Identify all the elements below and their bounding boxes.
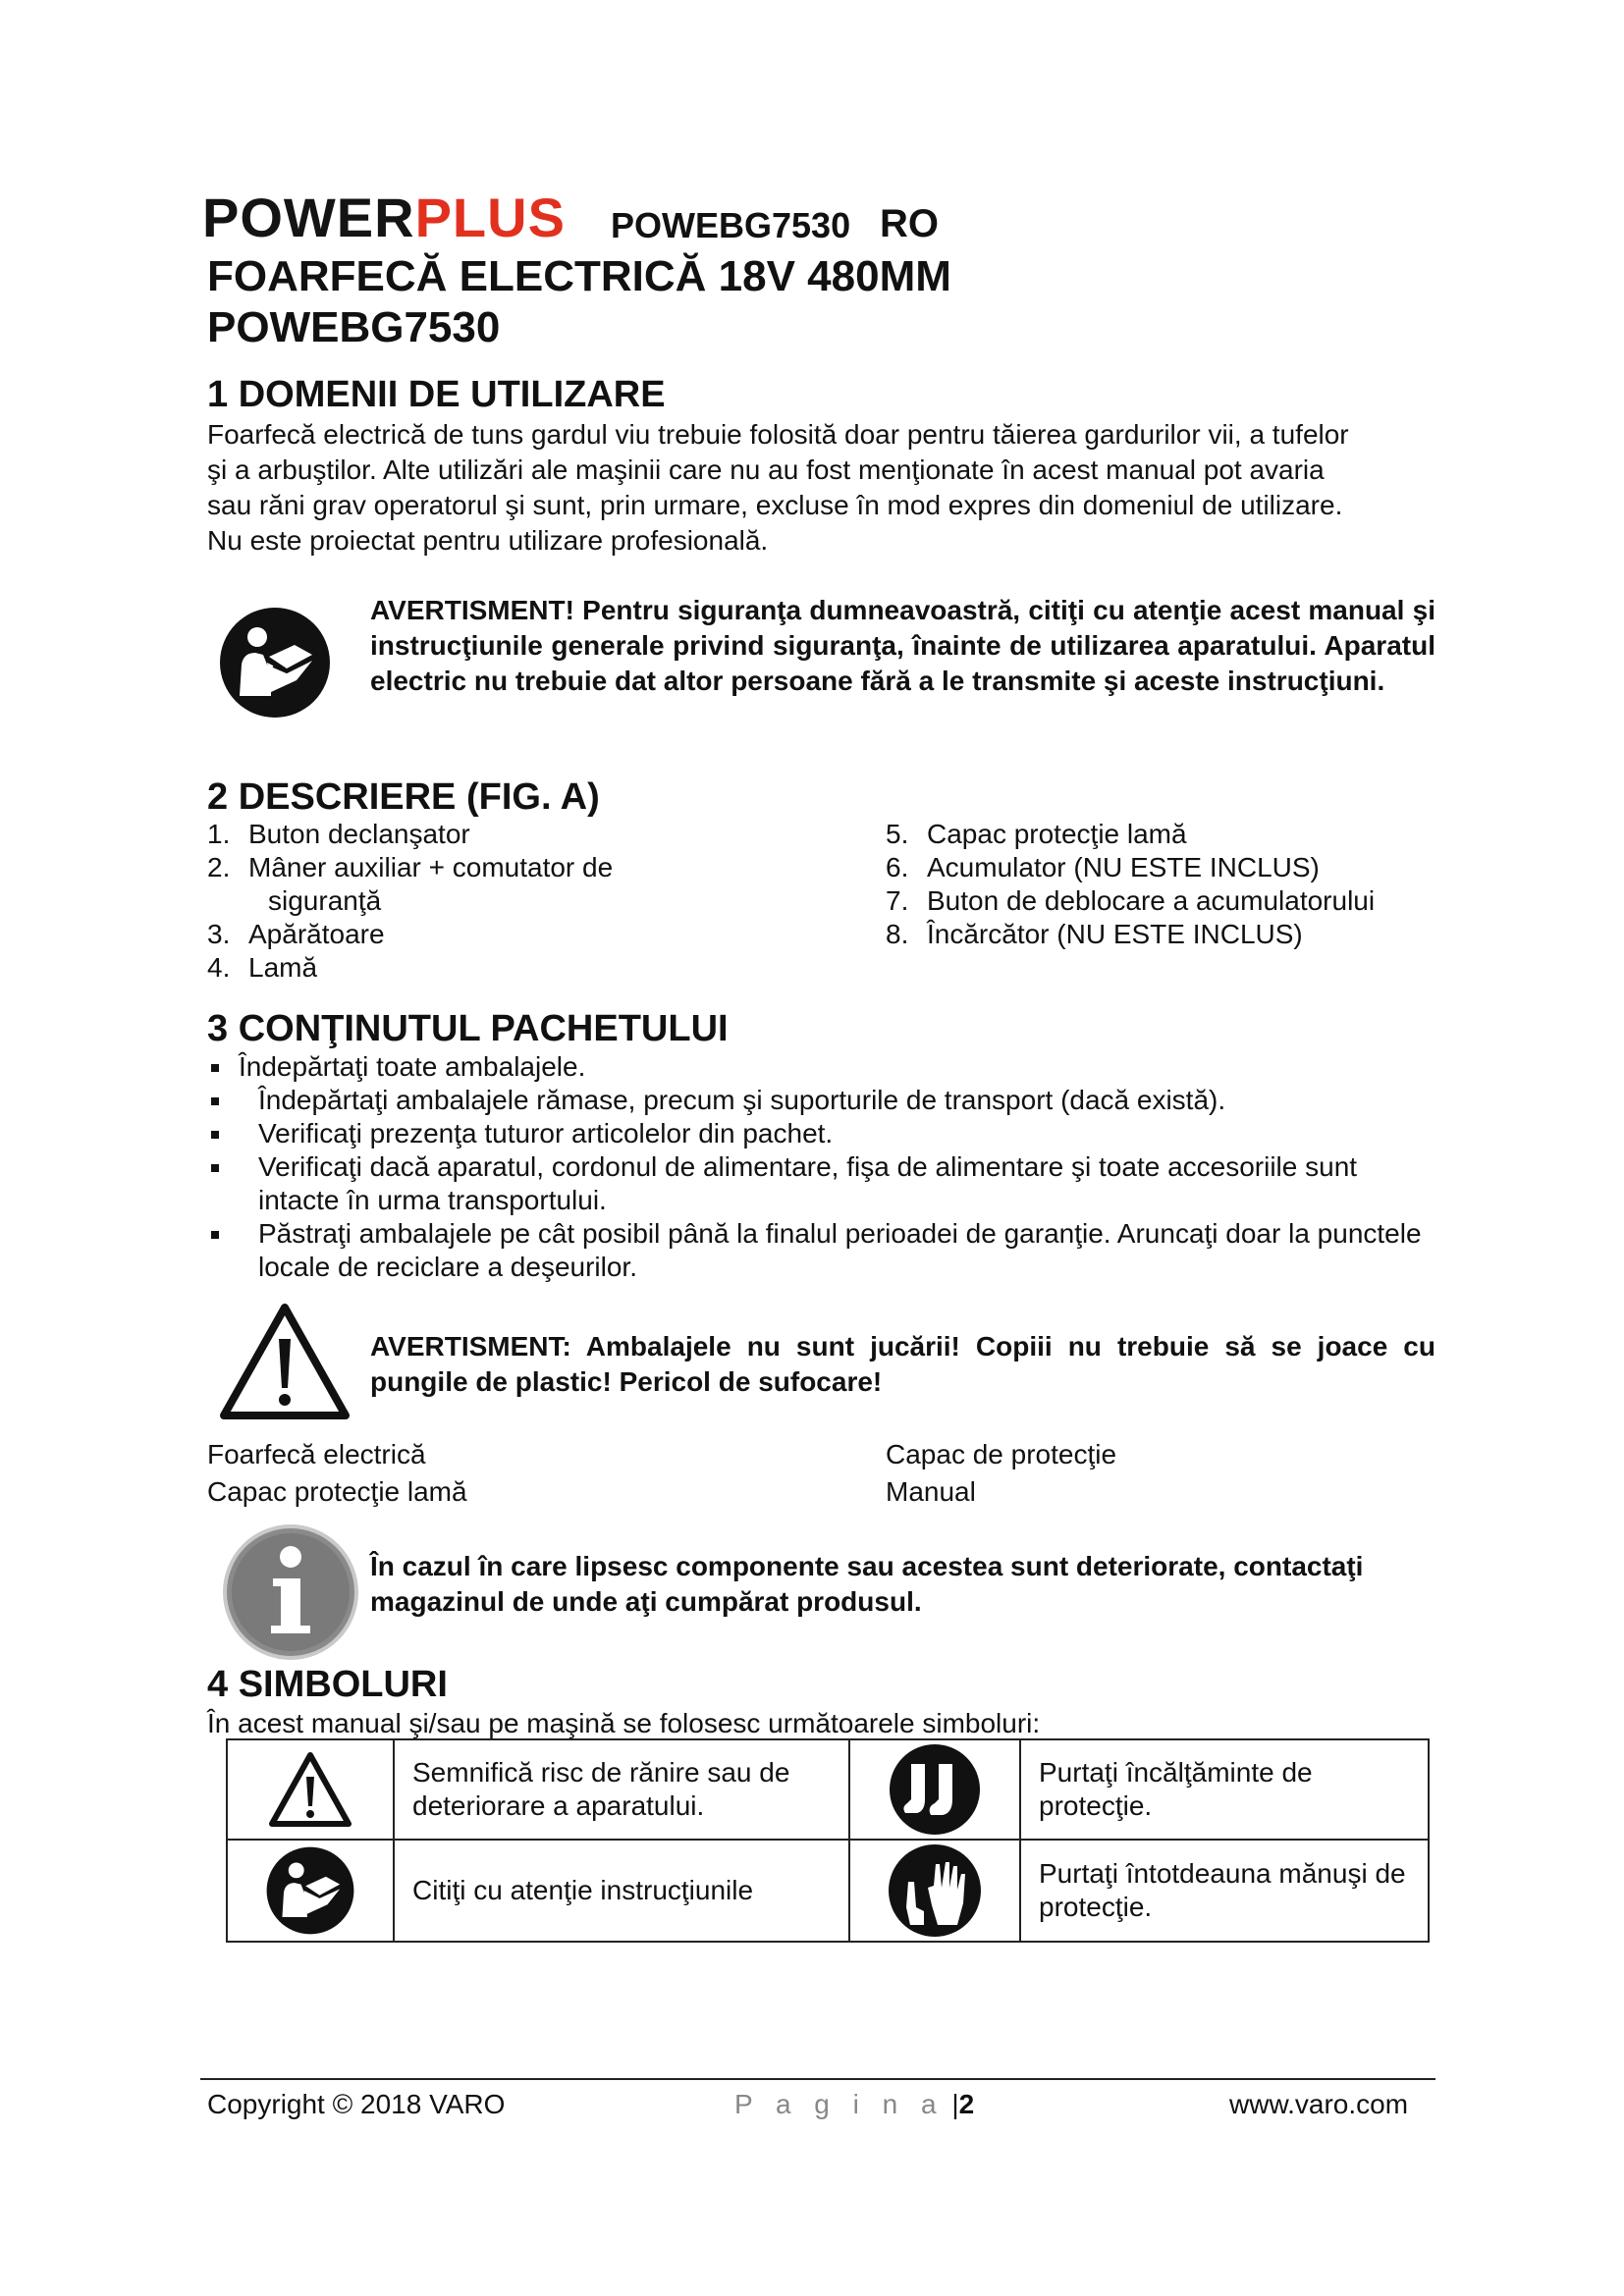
table-cell [850,1841,1019,1941]
usage-line: şi a arbuştilor. Alte utilizări ale maşinii care nu au fost menţionate în acest manual pot avaria [207,454,1325,485]
part-number: 5. [886,819,909,849]
usage-line: Nu este proiectat pentru utilizare profesională. [207,525,769,556]
language-code: RO [880,202,939,245]
table-cell [228,1841,393,1941]
model-number: POWEBG7530 [611,205,851,245]
list-item: Verificaţi dacă aparatul, cordonul de alimentare, fişa de alimentare şi toate accesoriile sunt intacte în urma transportului. [207,1150,1439,1217]
list-item: Capac protecţie lamă [207,1476,467,1507]
list-item [207,851,678,884]
footer-divider [200,2078,1435,2080]
info-text: În cazul în care lipsesc componente sau acestea sunt deteriorate, contactaţi magazinul de unde aţi cumpărat produsul. [370,1551,1364,1617]
list-item [207,818,678,851]
read-manual-icon [265,1845,355,1936]
info-icon [222,1523,359,1661]
list-item [886,818,1435,851]
brand-logo [202,187,566,249]
usage-paragraph [207,417,1435,559]
part-number: 2. [207,852,231,882]
footer-website-link[interactable]: www.varo.com [1229,2089,1409,2119]
list-item: Îndepărtaţi toate ambalajele. [207,1050,1439,1084]
part-number: 4. [207,952,231,983]
part-number: 7. [886,885,909,916]
part-number: 1. [207,819,231,849]
part-number: 8. [886,919,909,949]
list-item [207,918,678,951]
table-cell [228,1740,393,1839]
part-label: Apărătoare [248,919,385,949]
protective-boots-icon [888,1742,982,1837]
symbols-intro: În acest manual şi/sau pe maşină se folosesc următoarele simboluri: [207,1708,1041,1738]
part-label: siguranţă [268,885,382,916]
list-item: Îndepărtaţi ambalajele rămase, precum şi suporturile de transport (dacă există). [207,1084,1439,1117]
package-bullets [207,1050,1439,1284]
brand-logo-power: POWER [202,187,415,248]
table-cell: Purtaţi întotdeauna mănuşi de protecţie. [1039,1858,1406,1922]
page-separator: | [951,2089,959,2119]
footer-page-indicator [734,2087,974,2122]
section-heading-symbols: 4 SIMBOLURI [207,1664,448,1705]
part-label: Acumulator (NU ESTE INCLUS) [927,852,1320,882]
read-manual-icon [218,606,332,720]
warning-triangle-icon [268,1751,352,1828]
part-label: Capac protecţie lamă [927,819,1187,849]
table-cell: Semnifică risc de rănire sau de deteriorare a aparatului. [412,1757,790,1821]
list-item: Verificaţi prezenţa tuturor articolelor din pachet. [207,1117,1439,1150]
page-number: 2 [958,2089,975,2119]
list-item [886,918,1435,951]
list-item [207,951,678,985]
list-item [207,884,678,918]
package-warning-text: AVERTISMENT: Ambalajele nu sunt jucării! Copiii nu trebuie să se joace cu pungile de plastic! Pericol de sufocare! [370,1331,1435,1397]
part-label: Lamă [248,952,318,983]
safety-warning-text: AVERTISMENT! Pentru siguranţa dumneavoastră, citiţi cu atenţie acest manual şi instrucţiunile generale privind siguranţa, înainte de utilizarea aparatului. Aparatul electric nu trebuie dat altor persoane fără a le transmite şi aceste instrucţiuni. [370,595,1435,696]
brand-logo-plus: PLUS [414,187,566,248]
list-item: Manual [886,1476,976,1507]
table-cell: Purtaţi încălţăminte de protecţie. [1039,1757,1313,1821]
list-item: Foarfecă electrică [207,1439,426,1469]
section-heading-package-contents: 3 CONŢINUTUL PACHETULUI [207,1008,729,1049]
page-subtitle: POWEBG7530 [207,303,501,351]
part-label: Buton de deblocare a acumulatorului [927,885,1376,916]
warning-triangle-icon [218,1302,352,1421]
part-label: Mâner auxiliar + comutator de [248,852,614,882]
list-item [886,884,1435,918]
parts-list-left [207,818,678,985]
section-heading-description: 2 DESCRIERE (FIG. A) [207,776,600,818]
package-contents-right [886,1436,1116,1511]
list-item [886,851,1435,884]
package-contents-left [207,1436,467,1511]
protective-gloves-icon [887,1842,983,1939]
part-number: 6. [886,852,909,882]
page-label: P a g i n a [734,2089,945,2119]
symbols-table [226,1738,1430,1943]
part-number: 3. [207,919,231,949]
parts-list-right [886,818,1435,951]
usage-line: sau răni grav operatorul şi sunt, prin urmare, excluse în mod expres din domeniul de utilizare. [207,490,1343,520]
page-title: FOARFECĂ ELECTRICĂ 18V 480MM [207,252,951,300]
list-item: Păstraţi ambalajele pe cât posibil până la finalul perioadei de garanţie. Aruncaţi doar la punctele locale de reciclare a deşeurilor. [207,1217,1439,1284]
footer-copyright: Copyright © 2018 VARO [207,2089,506,2119]
usage-line: Foarfecă electrică de tuns gardul viu trebuie folosită doar pentru tăierea gardurilor vii, a tufelor [207,419,1349,450]
section-heading-usage: 1 DOMENII DE UTILIZARE [207,374,666,415]
list-item: Capac de protecţie [886,1439,1117,1469]
part-label: Buton declanşator [248,819,470,849]
part-label: Încărcător (NU ESTE INCLUS) [927,919,1303,949]
table-cell: Citiţi cu atenţie instrucţiunile [412,1875,754,1905]
table-cell [850,1740,1019,1839]
